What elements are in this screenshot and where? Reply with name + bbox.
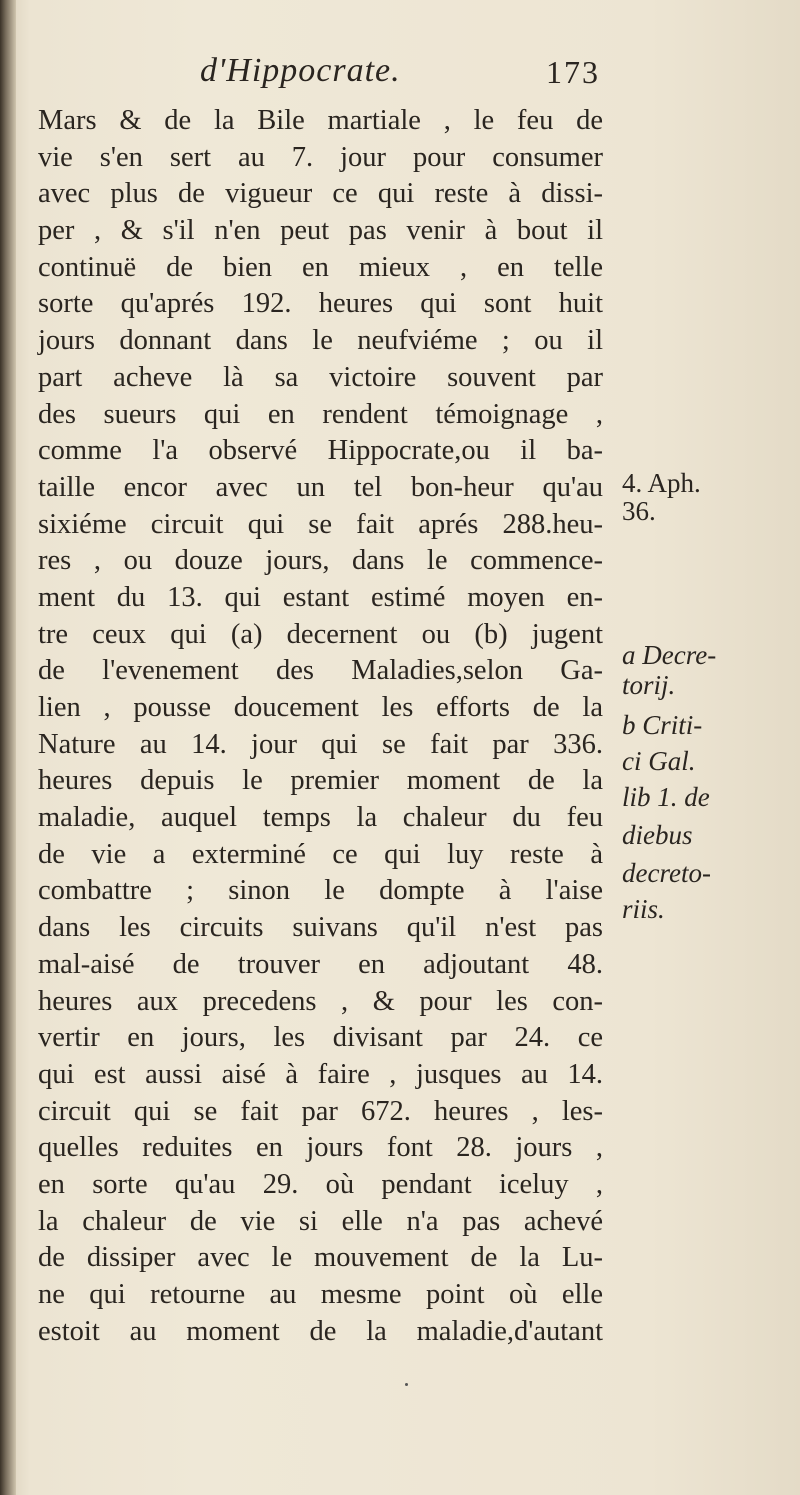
- text-line: circuit qui se fait par 672. heures , les-: [38, 1095, 603, 1127]
- text-line: ne qui retourne au mesme point où elle: [38, 1279, 603, 1310]
- text-line: Mars & de la Bile martiale , le feu de: [38, 105, 603, 136]
- margin-note-b-cont: riis.: [622, 894, 665, 924]
- text-line: taille encor avec un tel bon-heur qu'au: [38, 471, 603, 503]
- running-head: [40, 52, 600, 96]
- page-number: 173: [546, 54, 600, 90]
- text-line: en sorte qu'au 29. où pendant iceluy ,: [38, 1168, 603, 1200]
- text-line: maladie, auquel temps la chaleur du feu: [38, 802, 603, 834]
- text-line: dans les circuits suivans qu'il n'est pas: [38, 912, 603, 944]
- text-line: estoit au moment de la maladie,d'autant: [38, 1315, 603, 1347]
- text-line: vertir en jours, les divisant par 24. ce: [38, 1022, 603, 1054]
- text-line: des sueurs qui en rendent témoignage ,: [38, 398, 603, 430]
- text-line: sixiéme circuit qui se fait aprés 288.heu-: [38, 508, 603, 540]
- text-line: de l'evenement des Maladies,selon Ga-: [38, 655, 603, 687]
- text-line: res , ou douze jours, dans le commence-: [38, 545, 603, 577]
- text-line: tre ceux qui (a) decernent ou (b) jugent: [38, 618, 603, 650]
- text-line: de vie a exterminé ce qui luy reste à: [38, 838, 603, 870]
- text-line: lien , pousse doucement les efforts de la: [38, 692, 603, 723]
- text-line: quelles reduites en jours font 28. jours ,: [38, 1132, 603, 1164]
- text-line: comme l'a observé Hippocrate,ou il ba-: [38, 435, 603, 467]
- margin-note-b-cont: decreto-: [622, 858, 711, 888]
- text-line: jours donnant dans le neufviéme ; ou il: [38, 325, 603, 357]
- margin-note-aph-number: 36.: [622, 496, 656, 526]
- margin-note-b: b Criti-: [622, 710, 703, 740]
- text-line: qui est aussi aisé à faire , jusques au 14.: [38, 1058, 603, 1090]
- margin-note-a-cont: torij.: [622, 670, 676, 700]
- text-line: vie s'en sert au 7. jour pour consumer: [38, 141, 603, 173]
- text-line: part acheve là sa victoire souvent par: [38, 361, 603, 393]
- binding-gutter: [0, 0, 16, 1495]
- text-line: heures depuis le premier moment de la: [38, 765, 603, 797]
- margin-note-b-cont: diebus: [622, 820, 693, 850]
- ink-speck: [405, 1383, 408, 1386]
- text-line: ment du 13. qui estant estimé moyen en-: [38, 581, 603, 613]
- text-line: continuë de bien en mieux , en telle: [38, 251, 603, 283]
- text-line: avec plus de vigueur ce qui reste à dissi-: [38, 178, 603, 210]
- body-text: [38, 103, 603, 1350]
- text-line: de dissiper avec le mouvement de la Lu-: [38, 1242, 603, 1274]
- text-line: mal-aisé de trouver en adjoutant 48.: [38, 948, 603, 980]
- text-line: sorte qu'aprés 192. heures qui sont huit: [38, 288, 603, 320]
- text-line: la chaleur de vie si elle n'a pas achevé: [38, 1205, 603, 1237]
- running-head-title: d'Hippocrate.: [200, 52, 401, 89]
- text-line: heures aux precedens , & pour les con-: [38, 985, 603, 1017]
- margin-note-b-cont: ci Gal.: [622, 746, 696, 776]
- margin-note-a: a Decre-: [622, 640, 717, 670]
- text-line: combattre ; sinon le dompte à l'aise: [38, 875, 603, 907]
- text-line: Nature au 14. jour qui se fait par 336.: [38, 728, 603, 760]
- margin-note-aph: 4. Aph.: [622, 468, 701, 498]
- margin-note-b-cont: lib 1. de: [622, 782, 710, 812]
- text-line: per , & s'il n'en peut pas venir à bout il: [38, 215, 603, 247]
